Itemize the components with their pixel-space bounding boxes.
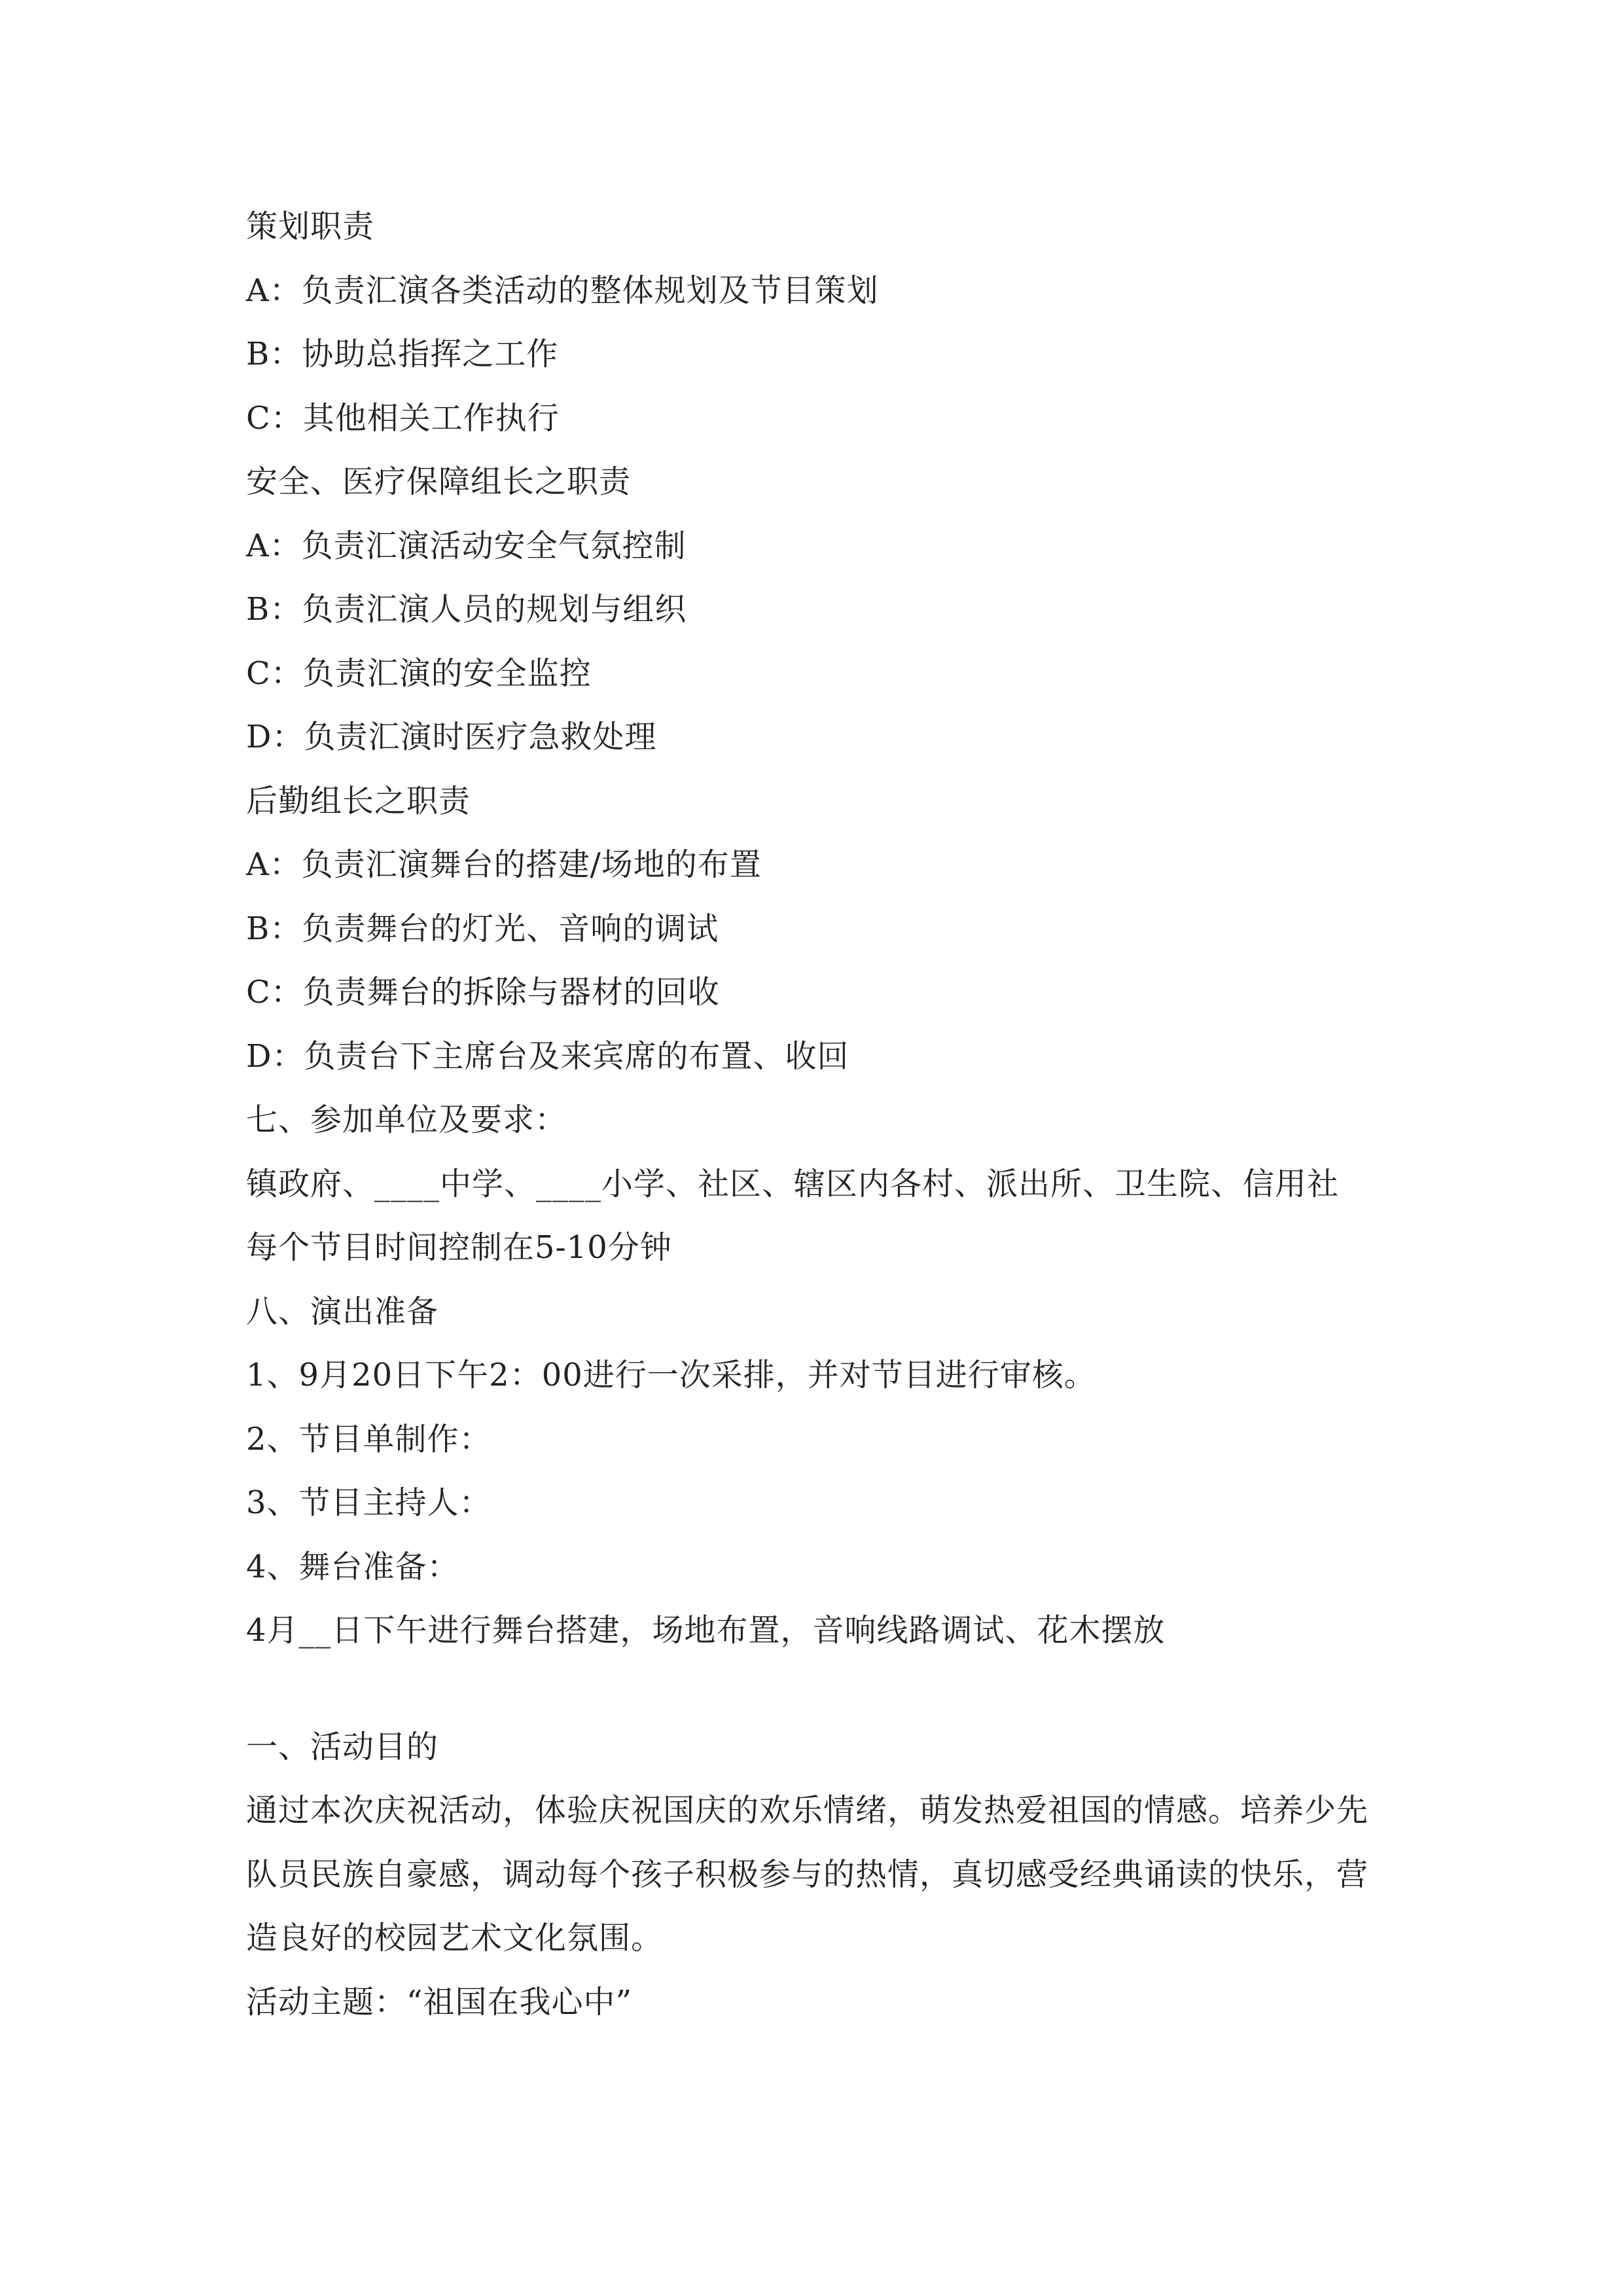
heading-activity-purpose: 一、活动目的 [246,1728,439,1765]
list-item: 1、9月20日下午2：00进行一次采排，并对节目进行审核。 [246,1357,1096,1393]
list-item: B：协助总指挥之工作 [246,336,559,372]
heading-participants: 七、参加单位及要求： [246,1102,567,1138]
participants-list: 镇政府、____中学、____小学、社区、辖区内各村、派出所、卫生院、信用社 [246,1165,1340,1202]
document-body [246,195,1398,2034]
list-item: C：其他相关工作执行 [246,399,560,437]
stage-setup-note: 4月__日下午进行舞台搭建，场地布置，音响线路调试、花木摆放 [246,1612,1166,1649]
list-item: 4、舞台准备： [246,1548,459,1585]
paragraph-line: 通过本次庆祝活动，体验庆祝国庆的欢乐情绪，萌发热爱祖国的情感。培养少先 [246,1792,1369,1829]
list-item: B：负责汇演人员的规划与组织 [246,591,687,628]
paragraph-line: 队员民族自豪感，调动每个孩子积极参与的热情，真切感受经典诵读的快乐，营 [246,1856,1369,1893]
list-item: 2、节目单制作： [246,1420,491,1458]
list-item: A：负责汇演舞台的搭建/场地的布置 [246,846,762,883]
list-item: C：负责舞台的拆除与器材的回收 [246,974,720,1011]
list-item: 3、节目主持人： [246,1484,491,1521]
list-item: C：负责汇演的安全监控 [246,655,592,692]
list-item: A：负责汇演活动安全气氛控制 [246,527,687,564]
heading-safety-medical-duties: 安全、医疗保障组长之职责 [246,463,632,500]
activity-theme: 活动主题：“祖国在我心中” [246,1983,633,2020]
heading-preparation: 八、演出准备 [246,1293,439,1330]
heading-planning-duties: 策划职责 [246,208,375,245]
section-gap [246,1663,1398,1715]
heading-logistics-duties: 后勤组长之职责 [246,782,471,819]
list-item: D：负责台下主席台及来宾席的布置、收回 [246,1037,849,1075]
list-item: D：负责汇演时医疗急救处理 [246,719,657,755]
list-item: A：负责汇演各类活动的整体规划及节目策划 [246,272,879,309]
list-item: B：负责舞台的灯光、音响的调试 [246,910,719,947]
time-limit-note: 每个节目时间控制在5-10分钟 [246,1229,672,1266]
paragraph-line: 造良好的校园艺术文化氛围。 [246,1920,664,1956]
